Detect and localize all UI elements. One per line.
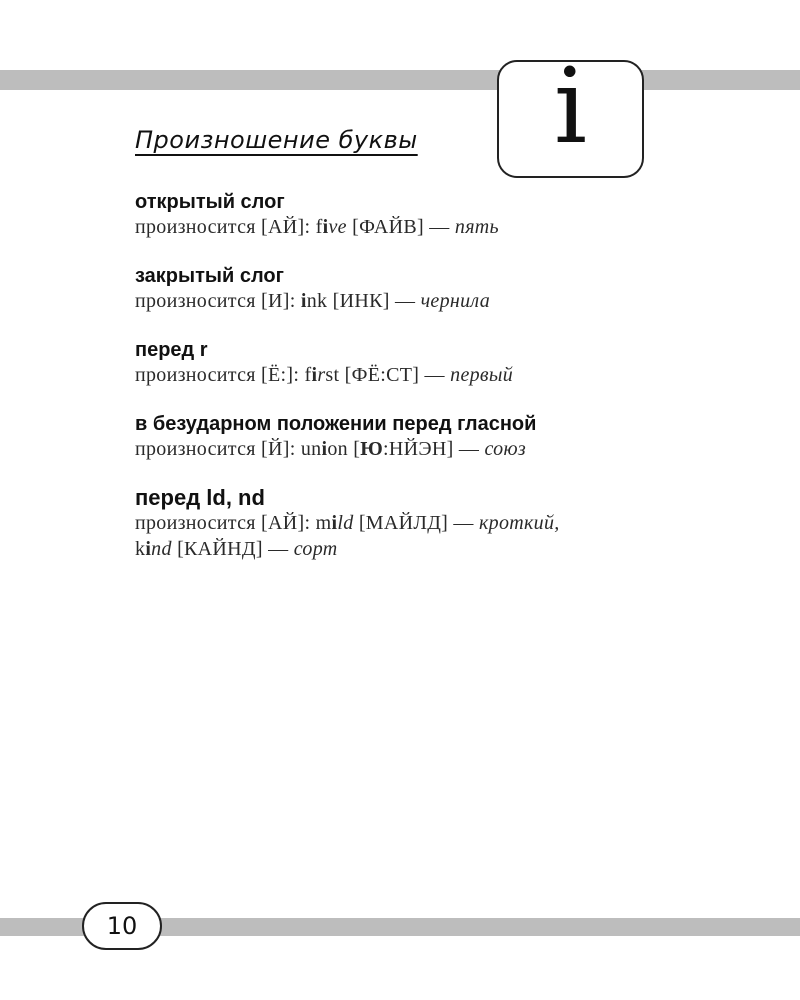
translation: сорт [293, 538, 338, 560]
rule-unstressed-before-vowel [135, 412, 755, 462]
rule-before-r [135, 338, 755, 388]
rules-list [135, 190, 755, 586]
example-word-part: on [327, 438, 348, 460]
rule-text [135, 214, 755, 240]
letter-glyph: i [553, 45, 588, 167]
example-word-highlight: ld [337, 512, 354, 534]
rule-prefix: произносится [АЙ]: [135, 216, 316, 238]
rule-prefix: произносится [АЙ]: [135, 512, 316, 534]
example-word-part: st [325, 364, 340, 386]
rule-heading: открытый слог [135, 191, 285, 213]
page-title: Произношение буквы [135, 126, 418, 154]
rule-closed-syllable [135, 264, 755, 314]
rule-heading: перед ld, nd [135, 485, 265, 510]
example-word-part: k [135, 538, 146, 560]
translation: пять [454, 216, 499, 238]
rule-heading: закрытый слог [135, 265, 284, 287]
rule-heading: перед r [135, 339, 208, 361]
rule-heading: в безударном положении перед гласной [135, 413, 537, 435]
rule-text [135, 288, 755, 314]
rule-before-ld-nd [135, 486, 755, 562]
transcription: [ИНК] — [327, 290, 421, 312]
rule-open-syllable [135, 190, 755, 240]
example-word-highlight: nd [151, 538, 172, 560]
rule-prefix: произносится [Ё:]: [135, 364, 305, 386]
example-word-highlight: i [321, 438, 328, 460]
example-word-highlight: i [322, 216, 329, 238]
example-word-part: un [300, 438, 322, 460]
transcription: [МАЙЛД] — [353, 512, 480, 534]
example-word-highlight: i [300, 290, 307, 312]
example-word-highlight: ve [328, 216, 347, 238]
translation: чернила [420, 290, 490, 312]
example-word-highlight: i [311, 364, 318, 386]
page-number: 10 [82, 902, 162, 950]
rule-text [135, 510, 755, 562]
transcription: [ФАЙВ] — [346, 216, 455, 238]
rule-prefix: произносится [Й]: [135, 438, 301, 460]
letter-box [497, 45, 644, 178]
example-word-part: f [315, 216, 323, 238]
translation: союз [484, 438, 526, 460]
rule-prefix: произносится [И]: [135, 290, 301, 312]
top-decorative-bar [0, 70, 800, 90]
transcription-highlight: Ю [360, 438, 384, 460]
rule-text [135, 436, 755, 462]
translation: первый [450, 364, 514, 386]
rule-text [135, 362, 755, 388]
example-word-highlight: i [145, 538, 152, 560]
example-word-part: f [304, 364, 312, 386]
transcription: [ФЁ:СТ] — [339, 364, 451, 386]
transcription: :НЙЭН] — [383, 438, 485, 460]
example-word-part: m [315, 512, 332, 534]
transcription: [КАЙНД] — [171, 538, 294, 560]
example-word-highlight: i [331, 512, 338, 534]
example-word-part: nk [306, 290, 328, 312]
example-word-highlight: r [317, 364, 326, 386]
transcription: [ [347, 438, 361, 460]
translation: кроткий, [479, 512, 560, 534]
